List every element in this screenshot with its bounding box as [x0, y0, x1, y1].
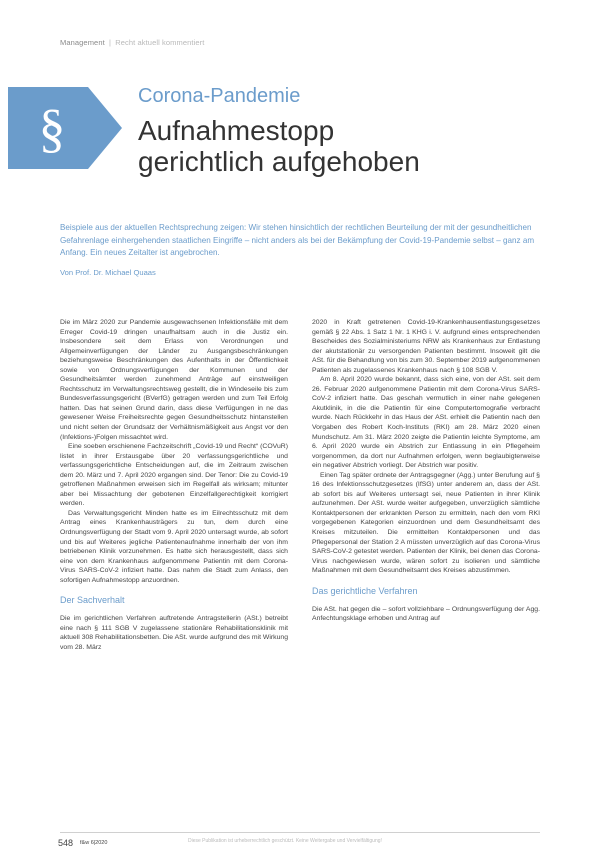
breadcrumb-section: Management	[60, 38, 105, 47]
body-paragraph: 2020 in Kraft getretenen Covid-19-Krankenhausentlastungsgesetzes gemäß § 22 Abs. 1 Satz 1 Nr. 1 KHG i. V. aufgrund eines entsprechenden Bescheides des Sozialministeriums NRW als Krankenhaus zur Entlastung der akutstationär zu versorgenden Patienten bestimmt. Insoweit gilt die ASt. für die Behandlung von bis zum 30. September 2019 aufgenommenen Patienten als zugelassenes Krankenhaus nach § 108 SGB V.	[312, 319, 540, 374]
article-lead: Beispiele aus der aktuellen Rechtsprechung zeigen: Wir stehen hinsichtlich der rechtlichen Beurteilung der mit der gesundheitlichen Gefahrenlage einhergehenden staatlichen Eingriffe – nicht anders als bei der Bekämpfung der Covid-19-Pandemie selbst – ganz am Anfang. Ein neues Zeitalter ist angebrochen.	[60, 223, 535, 257]
section-heading-verfahren: Das gerichtliche Verfahren	[312, 585, 418, 596]
paragraph-badge-icon	[8, 87, 122, 169]
body-paragraph: Das Verwaltungsgericht Minden hatte es im Eilrechtsschutz mit dem Antrag eines Krankenhausträgers zu tun, dem durch eine Ordnungsverfügung der Stadt vom 9. April 2020 untersagt wurde, ab sofort und bis auf Weiteres jegliche Patientenaufnahme innerhalb der von ihm betriebenen Klinik vorzunehmen. Es hatte sich herausgestellt, dass sich eine von dem Krankenhaus aufgenommene Patientin mit dem Corona-Virus SARS-CoV-2 infiziert hatte. Das nahm die Stadt zum Anlass, den sofortigen Aufnahmestopp anzuordnen.	[60, 509, 288, 584]
article-kicker: Corona-Pandemie	[138, 85, 301, 107]
breadcrumb-separator: |	[108, 38, 112, 47]
body-paragraph: Eine soeben erschienene Fachzeitschrift „Covid-19 und Recht“ (COVuR) listet in ihrer Erstausgabe über 20 verfassungsgerichtliche und verfassungsgerichtliche Entscheidungen auf, die im Zeitraum zwischen dem 20. März und 7. April 2020 ergangen sind. Der Tenor: Die zu Covid-19 getroffenen Maßnahmen erweisen sich im Regelfall als wirksam; mitunter aber bei Missachtung der gebotenen Einzelfallgerechtigkeit korrigiert werden.	[60, 443, 288, 508]
body-paragraph: Die im März 2020 zur Pandemie ausgewachsenen Infektionsfälle mit dem Erreger Covid-19 dringen unaufhaltsam auch in die Justiz ein. Insbesondere seit dem Erlass von Verordnungen und Allgemeinverfügungen der Länder zu Ausgangsbeschränkungen beziehungsweise Beschränkungen des Aufenthalts in der Öffentlichkeit sowie von Ordnungsverfügungen der Kommunen und der Gesundheitsämter werden zunehmend Anträge auf einstweiligen Rechtsschutz im Verwaltungsrechtsweg gestellt, die in Windeseile bis zum Bundesverfassungsgericht (BVerfG) getragen werden und zum Teil Erfolg hatten. Das hat seinen Grund darin, dass diese Verfügungen in ne das gewesener Weise Freiheitsrechte gegen Gesundheitsschutz hintanstellen und nicht selten der Grundsatz der Verhältnismäßigkeit aus Angst vor den (Infektions-)Folgen missachtet wird.	[60, 319, 288, 441]
article-column-left	[60, 318, 288, 653]
breadcrumb-subsection: Recht aktuell kommentiert	[115, 38, 205, 47]
body-paragraph: Einen Tag später ordnete der Antragsgegner (Agg.) unter Berufung auf § 16 des Infektionsschutzgesetzes (IfSG) unter anderem an, dass der ASt. ab sofort bis auf Weiteres untersagt sei, neue Patienten in ihrer Klinik aufzunehmen. Der ASt. wurde weiter aufgegeben, unverzüglich sämtliche Kontaktpersonen der erkrankten Person zu ermitteln, nach den vom RKI vorgegebenen Kategorien einzuordnen und dem Gesundheitsamt des Kreises mitzuteilen. Die ermittelten Kontaktpersonen und das Pflegepersonal der Station 2 A müssten unverzüglich auf das Corona-Virus SARS-CoV-2 getestet werden. Patienten der Klinik, bei denen das Corona-Virus nachgewiesen wurde, wären sofort zu isolieren und sämtliche Maßnahmen mit dem Gesundheitsamt des Kreises abzustimmen.	[312, 471, 540, 575]
body-paragraph: Am 8. April 2020 wurde bekannt, dass sich eine, von der ASt. seit dem 26. Februar 2020 aufgenommene Patientin mit dem Corona-Virus SARS-CoV-2 infiziert hatte. Das geschah vermutlich in einer nahe gelegenen Akutklinik, in die die Patientin für eine Computertomografie verbracht wurde. Nach Rückkehr in das Haus der ASt. erhielt die Patientin nach den Vorgaben des Robert Koch-Instituts (RKI) am 28. März 2020 einen Mundschutz. Am 31. März 2020 zeigte die Patientin leichte Symptome, am 6. April 2020 wurde ein Abstrich zur Entlassung in ein Pflegeheim vorgenommen, da dort nur Aufnahmen erfolgen, wenn beglaubigterweise ein negativer Abstrich vorliegt. Der Abstrich war positiv.	[312, 376, 540, 470]
journal-name: f&w 6|2020	[80, 840, 108, 846]
article-column-right	[312, 318, 540, 624]
copyright-notice: Diese Publikation ist urheberrechtlich geschützt. Keine Weitergabe und Vervielfältigung!	[188, 838, 382, 844]
article-title-line-2: gerichtlich aufgehoben	[138, 146, 420, 177]
breadcrumb	[60, 38, 204, 47]
paragraph-symbol: §	[38, 98, 66, 158]
body-paragraph: Die ASt. hat gegen die – sofort vollziehbare – Ordnungsverfügung der Agg. Anfechtungsklage erhoben und Antrag auf	[312, 605, 540, 623]
section-heading-sachverhalt: Der Sachverhalt	[60, 595, 125, 606]
article-title-line-1: Aufnahmestopp	[138, 115, 335, 146]
article-title	[138, 115, 558, 177]
footer-divider	[60, 832, 540, 833]
article-author: Von Prof. Dr. Michael Quaas	[60, 268, 156, 277]
body-paragraph: Die im gerichtlichen Verfahren auftretende Antragstellerin (ASt.) betreibt eine nach § 111 SGB V zugelassene stationäre Rehabilitationsklinik mit aktuell 308 Rehabilitationsbetten. Die ASt. wurde aufgrund des mit Wirkung vom 28. März	[60, 615, 288, 651]
page-number: 548	[58, 838, 74, 848]
